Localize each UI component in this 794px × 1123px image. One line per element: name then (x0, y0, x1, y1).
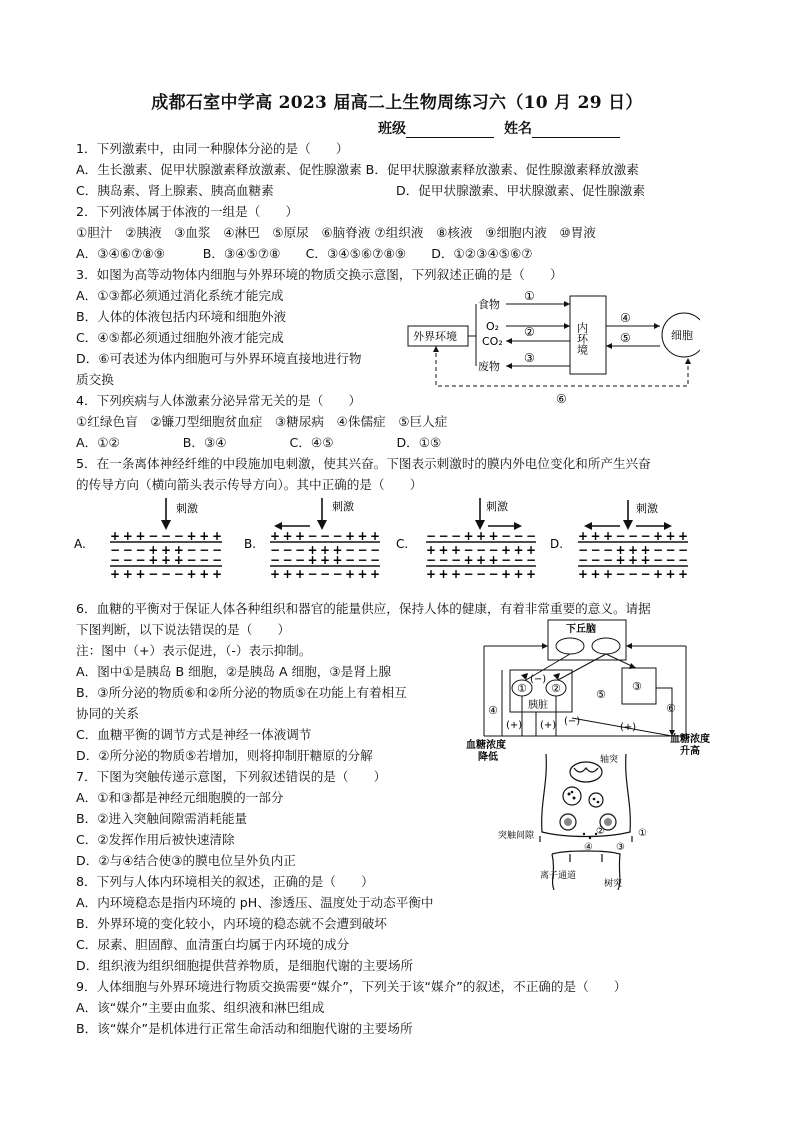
membrane-c-inner-2: −−−+++−−− (426, 553, 536, 567)
membrane-d-inner-2: −−−+++−−− (578, 553, 688, 567)
marker-6: ⑥ (556, 392, 567, 406)
question-line: C．血糖平衡的调节方式是神经一体液调节 (76, 727, 312, 742)
question-line: C．胰岛素、肾上腺素、胰高血糖素 (76, 183, 274, 198)
pancreas-label: 胰脏 (528, 700, 548, 711)
question-line: 下图判断，以下说法错误的是（ ） (76, 622, 291, 637)
question-line: 的传导方向（横向箭头表示传导方向）。其中正确的是（ ） (76, 477, 423, 492)
question-line: C．尿素、胆固醇、血清蛋白均属于内环境的成分 (76, 937, 350, 952)
membrane-d-outer-2: +++−−−+++ (578, 567, 688, 581)
dendrite-label: 树突 (604, 879, 623, 889)
question-line: A．图中①是胰岛 B 细胞，②是胰岛 A 细胞，③是肾上腺 (76, 664, 392, 679)
glucose-high-label-1: 血糖浓度 (670, 734, 710, 745)
marker-1: ① (524, 289, 535, 303)
question-line: 协同的关系 (76, 706, 139, 721)
question-line: 9．人体细胞与外界环境进行物质交换需要“媒介”，下列关于该“媒介”的叙述，不正确的是（ ） (76, 979, 627, 994)
question-line: D．组织液为组织细胞提供营养物质，是细胞代谢的主要场所 (76, 958, 414, 973)
question-line: 2．下列液体属于体液的一组是（ ） (76, 204, 299, 219)
substance-6-label: ⑥ (666, 702, 676, 715)
inner-env-label: 内环境 (575, 322, 589, 355)
plus-sign-2: (+) (540, 720, 557, 731)
synapse-marker-4: ④ (584, 842, 593, 853)
marker-5: ⑤ (620, 331, 631, 345)
question-line: D．②所分泌的物质⑤若增加，则将抑制肝糖原的分解 (76, 748, 373, 763)
membrane-c-inner: +++−−−+++ (426, 543, 536, 557)
substance-4-label: ④ (488, 704, 498, 717)
membrane-a-inner: −−−+++−−− (110, 543, 222, 557)
glucose-low-label-1: 血糖浓度 (466, 740, 506, 751)
option-b-label: B. (244, 537, 257, 551)
glucose-high-label-2: 升高 (680, 746, 700, 757)
question-line: A．该“媒介”主要由血浆、组织液和淋巴组成 (76, 1000, 325, 1015)
question-line: D．②与④结合使③的膜电位呈外负内正 (76, 853, 296, 868)
name-blank[interactable] (532, 123, 620, 138)
membrane-d-outer: +++−−−+++ (578, 529, 688, 543)
option-d-label: D. (550, 537, 564, 551)
membrane-d-inner: −−−+++−−− (578, 543, 688, 557)
co2-label: CO₂ (482, 335, 503, 348)
question-line: B．人体的体液包括内环境和细胞外液 (76, 309, 287, 324)
membrane-b-outer-2: +++−−−+++ (270, 567, 380, 581)
class-blank[interactable] (406, 123, 494, 138)
name-label: 姓名 (504, 121, 532, 137)
minus-sign-1: (−) (530, 674, 547, 685)
question-line: B．③所分泌的物质⑥和②所分泌的物质⑤在功能上有着相互 (76, 685, 407, 700)
plus-sign-3: (+) (620, 722, 637, 733)
question-line: B．外界环境的变化较小，内环境的稳态就不会遭到破坏 (76, 916, 387, 931)
marker-4: ④ (620, 311, 631, 325)
question-line: 注：图中（+）表示促进，（-）表示抑制。 (76, 643, 312, 658)
question-line: A．①② B．③④ C．④⑤ D．①⑤ (76, 435, 442, 450)
page-title: 成都石室中学高 2023 届高二上生物周练习六（10 月 29 日） (151, 93, 643, 113)
class-label: 班级 (378, 121, 406, 137)
membrane-a-outer-2: +++−−−+++ (110, 567, 222, 581)
question-line: 6．血糖的平衡对于保证人体各种组织和器官的能量供应，保持人体的健康，有着非常重要的意义。请据 (76, 601, 651, 616)
membrane-b-outer: +++−−−+++ (270, 529, 380, 543)
cell-1-label: ① (517, 682, 527, 695)
question-line: D．⑥可表述为体内细胞可与外界环境直接地进行物 (76, 351, 362, 366)
question-line: A．①和③都是神经元细胞膜的一部分 (76, 790, 284, 805)
plus-sign-1: (+) (506, 720, 523, 731)
question-line: A．③④⑥⑦⑧⑨ B．③④⑤⑦⑧ C．③④⑤⑥⑦⑧⑨ D．①②③④⑤⑥⑦ (76, 246, 533, 261)
question-line: A．①③都必须通过消化系统才能完成 (76, 288, 284, 303)
axon-label: 轴突 (600, 755, 619, 765)
stimulus-label-c: 刺激 (486, 500, 508, 513)
question-line: 7．下图为突触传递示意图，下列叙述错误的是（ ） (76, 769, 387, 784)
question-line: 3．如图为高等动物体内细胞与外界环境的物质交换示意图，下列叙述正确的是（ ） (76, 267, 563, 282)
food-label: 食物 (478, 298, 500, 311)
membrane-c-outer-2: +++−−−+++ (426, 567, 536, 581)
synapse-marker-1: ① (638, 828, 647, 839)
hypothalamus-label: 下丘脑 (566, 624, 596, 635)
question-line: 质交换 (76, 372, 114, 387)
question-line: 5．在一条离体神经纤维的中段施加电刺激，使其兴奋。下图表示刺激时的膜内外电位变化和所产生兴奋 (76, 456, 651, 471)
membrane-a-outer: +++−−−+++ (110, 529, 222, 543)
minus-sign-2: (−) (564, 716, 581, 727)
stimulus-label-d: 刺激 (636, 502, 658, 515)
membrane-a-inner-2: −−−+++−−− (110, 553, 222, 567)
membrane-c-outer: −−−+++−−− (426, 529, 536, 543)
stimulus-label-a: 刺激 (176, 502, 198, 515)
marker-2: ② (524, 325, 535, 339)
outer-env-label: 外界环境 (413, 330, 457, 343)
question-line: D．促甲状腺激素、甲状腺激素、促性腺激素 (396, 183, 645, 198)
ion-channel-label: 离子通道 (540, 871, 577, 881)
figure-material-exchange (406, 286, 700, 408)
waste-label: 废物 (478, 360, 500, 373)
cell-label: 细胞 (671, 329, 693, 342)
marker-3: ③ (524, 351, 535, 365)
figure-nerve-conduction (74, 496, 734, 588)
question-line: C．④⑤都必须通过细胞外液才能完成 (76, 330, 284, 345)
synapse-marker-3: ③ (616, 842, 625, 853)
substance-5-label: ⑤ (596, 688, 606, 701)
membrane-b-inner-2: −−−+++−−− (270, 553, 380, 567)
membrane-b-inner: −−−+++−−− (270, 543, 380, 557)
stimulus-label-b: 刺激 (332, 500, 354, 513)
student-info (378, 118, 620, 138)
question-line: B．该“媒介”是机体进行正常生命活动和细胞代谢的主要场所 (76, 1021, 413, 1036)
option-a-label: A. (74, 537, 86, 551)
question-line: A．内环境稳态是指内环境的 pH、渗透压、温度处于动态平衡中 (76, 895, 434, 910)
question-line: ①红绿色盲 ②镰刀型细胞贫血症 ③糖尿病 ④侏儒症 ⑤巨人症 (76, 414, 448, 429)
synapse-marker-2: ② (596, 826, 605, 837)
synaptic-cleft-label: 突触间隙 (498, 831, 535, 841)
question-line: 4．下列疾病与人体激素分泌异常无关的是（ ） (76, 393, 362, 408)
question-line: C．②发挥作用后被快速清除 (76, 832, 235, 847)
adrenal-3-label: ③ (632, 680, 642, 693)
axon-terminal (542, 754, 631, 837)
figure-synapse (496, 754, 672, 890)
question-line: B．②进入突触间隙需消耗能量 (76, 811, 248, 826)
question-line: 1．下列激素中，由同一种腺体分泌的是（ ） (76, 141, 349, 156)
question-line: 8．下列与人体内环境相关的叙述，正确的是（ ） (76, 874, 374, 889)
question-line: ①胆汁 ②胰液 ③血浆 ④淋巴 ⑤原尿 ⑥脑脊液 ⑦组织液 ⑧核液 ⑨细胞内液 ⑩胃液 (76, 225, 596, 240)
question-line: A．生长激素、促甲状腺激素释放激素、促性腺激素 B．促甲状腺激素释放激素、促性腺激素释放激素 (76, 162, 639, 177)
cell-2-label: ② (551, 682, 561, 695)
option-c-label: C. (396, 537, 409, 551)
o2-label: O₂ (486, 320, 500, 333)
glucose-low-label-2: 降低 (478, 752, 498, 763)
figure-blood-glucose (466, 618, 714, 768)
